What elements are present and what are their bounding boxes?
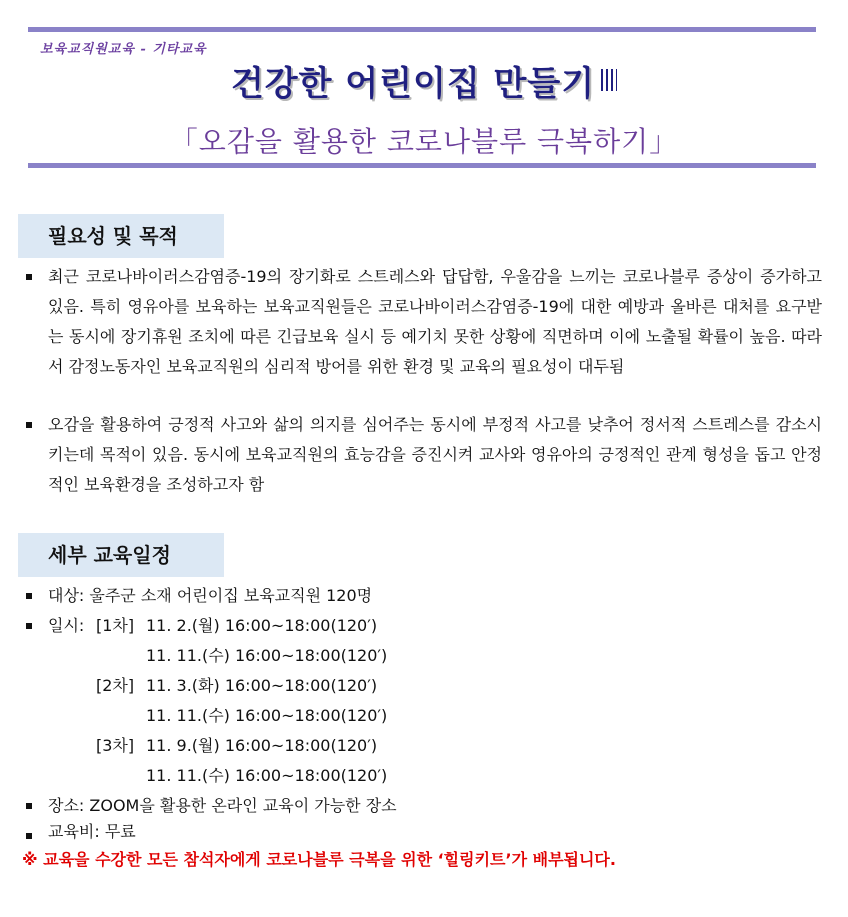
session-date: 11. 9.(월) 16:00~18:00(120′) (146, 736, 378, 755)
session-date: 11. 11.(수) 16:00~18:00(120′) (146, 706, 388, 725)
top-rule (28, 27, 816, 32)
bullet-icon (26, 623, 32, 629)
section-heading-schedule: 세부 교육일정 (18, 533, 224, 577)
session-date: 11. 11.(수) 16:00~18:00(120′) (146, 766, 388, 785)
healing-kit-notice: ※ 교육을 수강한 모든 참석자에게 코로나블루 극복을 위한 ‘힐링키트’가 배부됩니다. (22, 850, 616, 869)
page-title (0, 56, 848, 105)
target-line: 대상: 울주군 소재 어린이집 보육교직원 120명 (48, 586, 373, 605)
bullet-icon (26, 803, 32, 809)
bullet-icon (26, 422, 32, 428)
fee-line: 교육비: 무료 (48, 822, 136, 841)
section-heading-purpose: 필요성 및 목적 (18, 214, 224, 258)
bullet-icon (26, 833, 32, 839)
session-date: 11. 2.(월) 16:00~18:00(120′) (146, 616, 378, 635)
page-subtitle: 「오감을 활용한 코로나블루 극복하기」 (169, 125, 679, 158)
session-round: [2차] (96, 676, 135, 695)
schedule-label: 일시: (48, 616, 85, 635)
purpose-paragraph-2: 오감을 활용하여 긍정적 사고와 삶의 의지를 심어주는 동시에 부정적 사고를 낮추어 정서적 스트레스를 감소시키는데 목적이 있음. 동시에 보육교직원의 효능감을 증진시켜 교사와 영유아의 긍정적인 관계 형성을 돕고 안정적인 보육환경을 조성하고자 함 (48, 415, 822, 494)
title-decoration-icon (601, 69, 617, 91)
purpose-paragraph-1: 최근 코로나바이러스감염증-19의 장기화로 스트레스와 답답함, 우울감을 느끼는 코로나블루 증상이 증가하고 있음. 특히 영유아를 보육하는 보육교직원들은 코로나바이러스감염증-19에 대한 예방과 올바른 대처를 요구받는 동시에 장기휴원 조치에 따른 긴급보육 실시 등 예기치 못한 상황에 직면하며 이에 노출될 확률이 높음. 따라서 감정노동자인 보육교직원의 심리적 방어를 위한 환경 및 교육의 필요성이 대두됨 (48, 267, 822, 376)
session-round: [1차] (96, 616, 135, 635)
session-round: [3차] (96, 736, 135, 755)
bullet-icon (26, 274, 32, 280)
title-text: 건강한 어린이집 만들기 (230, 64, 596, 104)
place-line: 장소: ZOOM을 활용한 온라인 교육이 가능한 장소 (48, 796, 397, 815)
category-tag: 보육교직원교육 - 기타교육 (40, 42, 207, 57)
bottom-rule (28, 163, 816, 168)
session-date: 11. 11.(수) 16:00~18:00(120′) (146, 646, 388, 665)
session-date: 11. 3.(화) 16:00~18:00(120′) (146, 676, 378, 695)
bullet-icon (26, 593, 32, 599)
